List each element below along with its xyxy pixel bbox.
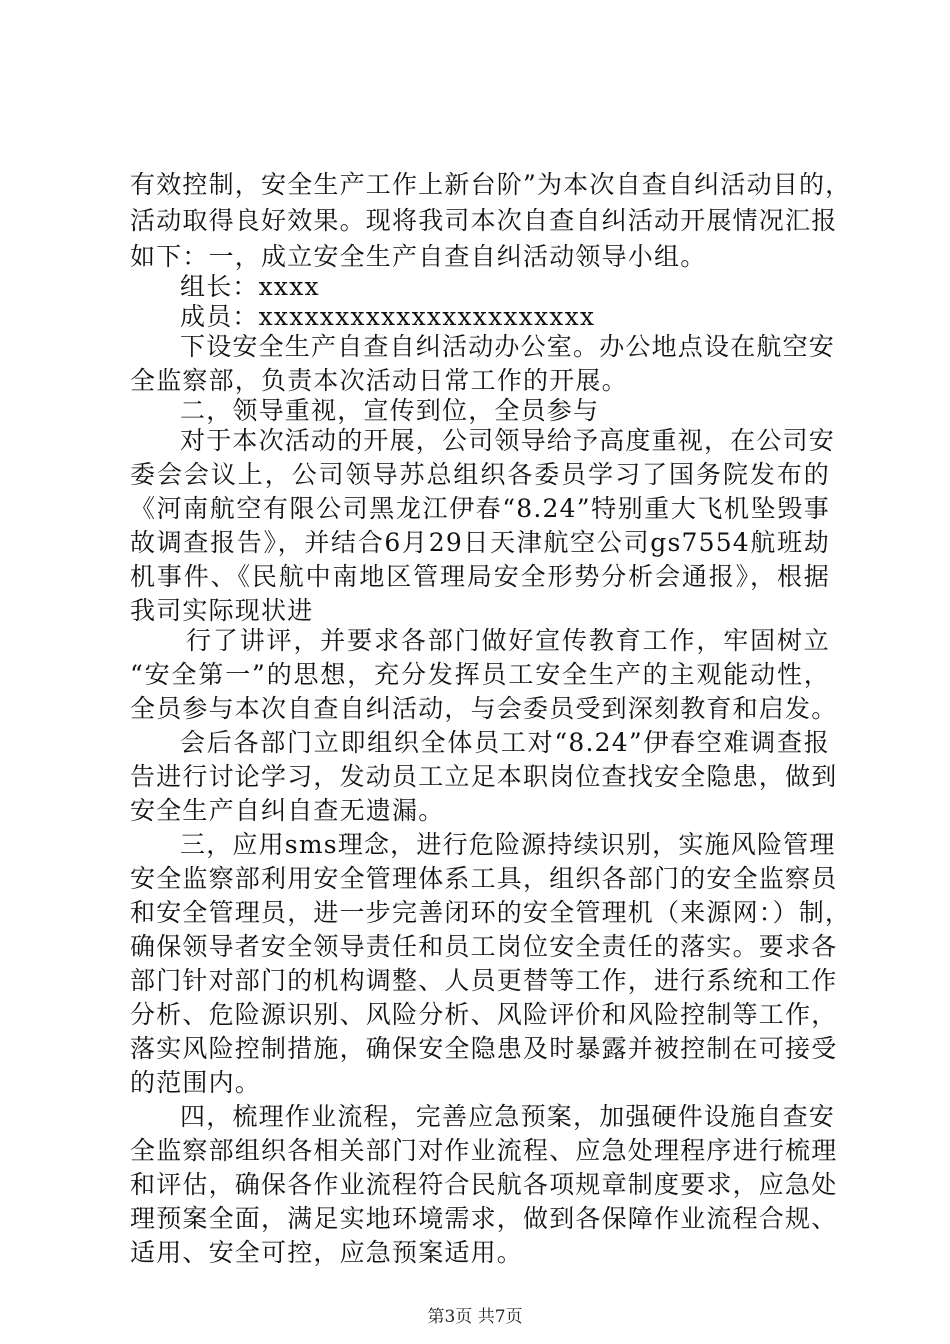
text-line: 《河南航空有限公司黑龙江伊春“8.24”特别重大飞机坠毁事 <box>130 494 830 523</box>
text-line: 适用、安全可控，应急预案适用。 <box>130 1238 524 1267</box>
text-line: 成员：xxxxxxxxxxxxxxxxxxxxxx <box>180 302 596 331</box>
text-line: 落实风险控制措施，确保安全隐患及时暴露并被控制在可接受 <box>130 1034 838 1063</box>
text-line: 机事件、《民航中南地区管理局安全形势分析会通报》，根据 <box>130 562 830 591</box>
text-line: 全监察部组织各相关部门对作业流程、应急处理程序进行梳理 <box>130 1136 838 1165</box>
text-line: 部门针对部门的机构调整、人员更替等工作，进行系统和工作 <box>130 966 838 995</box>
page-number: 第3页 共7页 <box>427 1307 523 1327</box>
text-line: 对于本次活动的开展，公司领导给予高度重视，在公司安 <box>180 426 836 455</box>
text-line: 三，应用sms理念，进行危险源持续识别，实施风险管理 <box>180 830 836 859</box>
text-line: 全员参与本次自查自纠活动，与会委员受到深刻教育和启发。 <box>130 694 838 723</box>
text-line: 组长：xxxx <box>180 272 320 301</box>
text-line: 告进行讨论学习，发动员工立足本职岗位查找安全隐患，做到 <box>130 762 838 791</box>
text-line: 二，领导重视，宣传到位，全员参与 <box>180 396 600 425</box>
text-line: 委会会议上，公司领导苏总组织各委员学习了国务院发布的 <box>130 460 830 489</box>
text-line: 和评估，确保各作业流程符合民航各项规章制度要求，应急处 <box>130 1170 838 1199</box>
text-line: 全监察部，负责本次活动日常工作的开展。 <box>130 366 628 395</box>
text-line: 如下：一，成立安全生产自查自纠活动领导小组。 <box>130 242 707 271</box>
text-line: 和安全管理员，进一步完善闭环的安全管理机（来源网：）制， <box>130 898 852 927</box>
text-line: “安全第一”的思想，充分发挥员工安全生产的主观能动性， <box>130 660 830 689</box>
text-line: 行了讲评，并要求各部门做好宣传教育工作，牢固树立 <box>186 626 830 655</box>
text-line: 分析、危险源识别、风险分析、风险评价和风险控制等工作， <box>130 1000 838 1029</box>
text-line: 的范围内。 <box>130 1068 262 1097</box>
text-line: 确保领导者安全领导责任和员工岗位安全责任的落实。要求各 <box>130 932 838 961</box>
text-line: 有效控制，安全生产工作上新台阶”为本次自查自纠活动目的， <box>130 170 852 199</box>
text-line: 活动取得良好效果。现将我司本次自查自纠活动开展情况汇报 <box>130 206 838 235</box>
text-line: 安全监察部利用安全管理体系工具，组织各部门的安全监察员 <box>130 864 838 893</box>
text-line: 安全生产自纠自查无遗漏。 <box>130 796 445 825</box>
text-line: 故调查报告》，并结合6月29日天津航空公司gs7554航班劫 <box>130 528 830 557</box>
text-line: 我司实际现状进 <box>130 596 314 625</box>
text-line: 下设安全生产自查自纠活动办公室。办公地点设在航空安 <box>180 332 836 361</box>
text-line: 理预案全面，满足实地环境需求，做到各保障作业流程合规、 <box>130 1204 838 1233</box>
text-line: 会后各部门立即组织全体员工对“8.24”伊春空难调查报 <box>180 728 830 757</box>
text-line: 四，梳理作业流程，完善应急预案，加强硬件设施自查安 <box>180 1102 836 1131</box>
